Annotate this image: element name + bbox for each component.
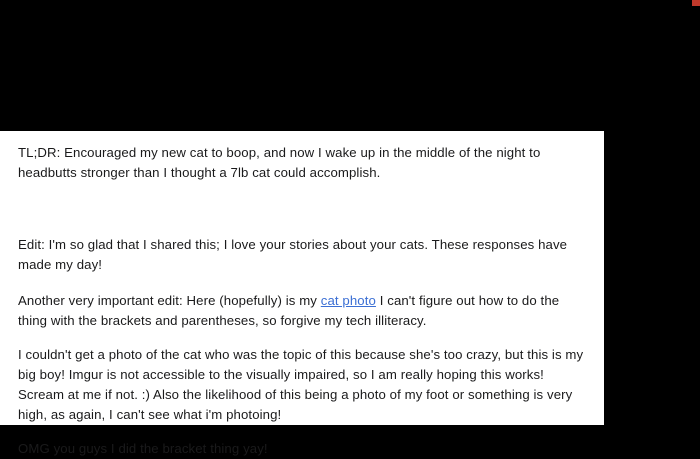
paragraph-edit-2 [18, 291, 590, 331]
letterbox-top [0, 0, 700, 131]
cat-photo-link[interactable]: cat photo [320, 293, 376, 308]
paragraph-edit-4: OMG you guys I did the bracket thing yay! [18, 441, 268, 456]
post-content-panel [0, 131, 604, 456]
corner-marker [692, 0, 700, 6]
paragraph-tldr: TL;DR: Encouraged my new cat to boop, and now I wake up in the middle of the night to headbutts stronger than I thought a 7lb cat could accomplish. [18, 145, 541, 180]
paragraph-edit-2-text-after: I can't figure out how to do the thing with the brackets and parentheses, so forgive my tech illiteracy. [18, 293, 560, 328]
paragraph-edit-2-text-before: Another very important edit: Here (hopefully) is my [18, 293, 321, 308]
paragraph-edit-3: I couldn't get a photo of the cat who was the topic of this because she's too crazy, but this is my big boy! Imgur is not accessible to the visually impaired, so I am really hoping this works! Scream at me if not. :) Also the likelihood of this being a photo of my foot or something is very high, as again, I can't see what i'm photoing! [18, 347, 584, 422]
paragraph-edit-1: Edit: I'm so glad that I shared this; I love your stories about your cats. These responses have made my day! [18, 237, 568, 272]
letterbox-right [604, 131, 700, 425]
post-body [0, 131, 604, 459]
